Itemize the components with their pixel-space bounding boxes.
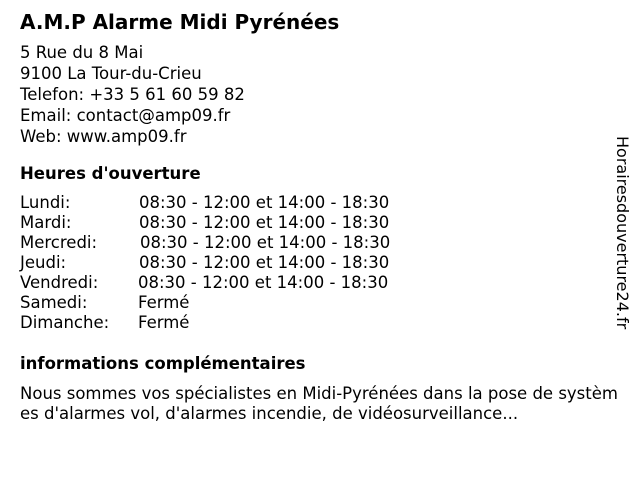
business-name: A.M.P Alarme Midi Pyrénées <box>20 10 340 34</box>
site-watermark: Horairesdouverture24.fr <box>613 136 632 330</box>
contact-block <box>20 42 245 147</box>
time-value: Fermé <box>138 293 190 312</box>
day-label: Vendredi: <box>20 273 99 292</box>
time-value: 08:30 - 12:00 et 14:00 - 18:30 <box>139 253 390 272</box>
info-heading: informations complémentaires <box>20 354 306 373</box>
day-label: Lundi: <box>20 193 71 212</box>
email-address: Email: contact@amp09.fr <box>20 106 231 125</box>
hours-heading: Heures d'ouverture <box>20 164 201 183</box>
time-value: Fermé <box>138 313 190 332</box>
website: Web: www.amp09.fr <box>20 127 187 146</box>
day-label: Mercredi: <box>20 233 98 252</box>
day-label: Dimanche: <box>20 313 110 332</box>
time-value: 08:30 - 12:00 et 14:00 - 18:30 <box>138 273 389 292</box>
info-description: Nous sommes vos spécialistes en Midi-Pyrénées dans la pose de systèmes d'alarmes vol, d'alarmes incendie, de vidéosurveillance... <box>20 384 618 423</box>
time-value: 08:30 - 12:00 et 14:00 - 18:30 <box>139 213 390 232</box>
address-street: 5 Rue du 8 Mai <box>20 43 144 62</box>
day-label: Mardi: <box>20 213 72 232</box>
address-city: 9100 La Tour-du-Crieu <box>20 64 202 83</box>
day-label: Jeudi: <box>20 253 67 272</box>
phone-number: Telefon: +33 5 61 60 59 82 <box>20 85 245 104</box>
day-label: Samedi: <box>20 293 88 312</box>
time-value: 08:30 - 12:00 et 14:00 - 18:30 <box>140 233 391 252</box>
time-value: 08:30 - 12:00 et 14:00 - 18:30 <box>139 193 390 212</box>
